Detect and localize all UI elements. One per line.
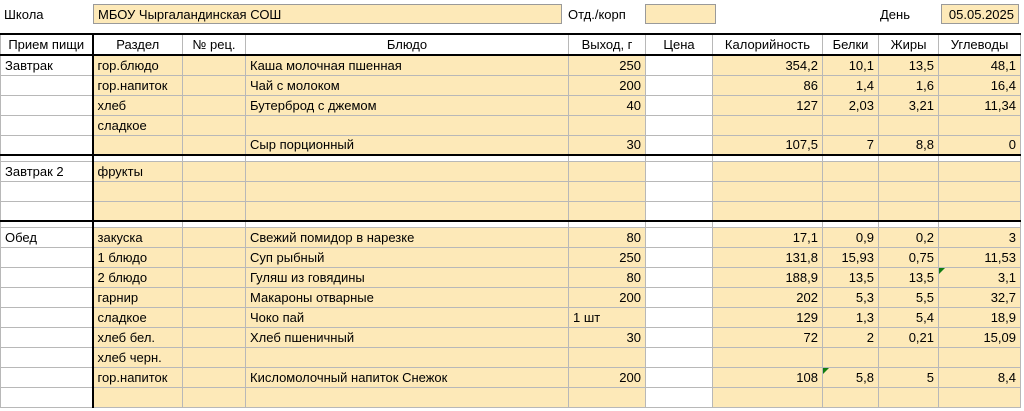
cell-dish[interactable]: Кисломолочный напиток Снежок (246, 367, 569, 387)
cell-calories[interactable]: 188,9 (713, 267, 823, 287)
cell-section[interactable]: гор.блюдо (93, 55, 183, 75)
cell-protein[interactable] (823, 201, 879, 221)
cell-section[interactable] (93, 135, 183, 155)
cell-meal[interactable] (1, 327, 93, 347)
cell-calories[interactable] (713, 161, 823, 181)
table-row (1, 227, 1021, 247)
cell-carbs[interactable]: 18,9 (939, 307, 1021, 327)
cell-carbs[interactable]: 15,09 (939, 327, 1021, 347)
table-row (1, 115, 1021, 135)
cell-section[interactable]: сладкое (93, 307, 183, 327)
cell-protein[interactable]: 0,9 (823, 227, 879, 247)
cell-protein[interactable]: 5,8 (823, 367, 879, 387)
cell-section[interactable]: гарнир (93, 287, 183, 307)
cell-price[interactable] (646, 367, 713, 387)
cell-price[interactable] (646, 227, 713, 247)
cell-section[interactable]: закуска (93, 227, 183, 247)
cell-calories[interactable] (713, 201, 823, 221)
cell-meal[interactable] (1, 347, 93, 367)
table-row (1, 55, 1021, 75)
cell-meal[interactable] (1, 95, 93, 115)
cell-calories[interactable]: 131,8 (713, 247, 823, 267)
col-yield: Выход, г (569, 34, 646, 55)
cell-calories[interactable]: 127 (713, 95, 823, 115)
cell-meal[interactable] (1, 287, 93, 307)
cell-protein[interactable]: 7 (823, 135, 879, 155)
cell-dish[interactable]: Свежий помидор в нарезке (246, 227, 569, 247)
cell-protein[interactable] (823, 387, 879, 407)
table-row (1, 95, 1021, 115)
cell-price[interactable] (646, 267, 713, 287)
cell-recipe[interactable] (183, 247, 246, 267)
cell-dish[interactable]: Чай с молоком (246, 75, 569, 95)
cell-price[interactable] (646, 387, 713, 407)
cell-price[interactable] (646, 347, 713, 367)
cell-carbs[interactable]: 0 (939, 135, 1021, 155)
cell-dish[interactable]: Бутерброд с джемом (246, 95, 569, 115)
col-carbs: Углеводы (939, 34, 1021, 55)
cell-price[interactable] (646, 181, 713, 201)
cell-yield[interactable]: 40 (569, 95, 646, 115)
column-header-row (1, 34, 1021, 55)
cell-price[interactable] (646, 75, 713, 95)
cell-yield[interactable]: 1 шт (569, 307, 646, 327)
cell-section[interactable]: гор.напиток (93, 75, 183, 95)
cell-recipe[interactable] (183, 115, 246, 135)
cell-meal[interactable] (1, 367, 93, 387)
cell-calories[interactable] (713, 387, 823, 407)
cell-recipe[interactable] (183, 95, 246, 115)
col-section: Раздел (93, 34, 183, 55)
cell-carbs[interactable]: 11,53 (939, 247, 1021, 267)
cell-meal[interactable] (1, 267, 93, 287)
col-dish: Блюдо (246, 34, 569, 55)
cell-carbs[interactable] (939, 347, 1021, 367)
cell-meal[interactable] (1, 387, 93, 407)
cell-yield[interactable] (569, 181, 646, 201)
table-row (1, 75, 1021, 95)
table-row (1, 181, 1021, 201)
cell-dish[interactable]: Макароны отварные (246, 287, 569, 307)
cell-recipe[interactable] (183, 75, 246, 95)
cell-dish[interactable]: Гуляш из говядины (246, 267, 569, 287)
cell-dish[interactable]: Хлеб пшеничный (246, 327, 569, 347)
cell-meal[interactable] (1, 75, 93, 95)
cell-meal[interactable] (1, 247, 93, 267)
cell-calories[interactable]: 108 (713, 367, 823, 387)
cell-section[interactable]: гор.напиток (93, 367, 183, 387)
cell-carbs[interactable]: 48,1 (939, 55, 1021, 75)
cell-dish[interactable] (246, 115, 569, 135)
cell-recipe[interactable] (183, 287, 246, 307)
cell-calories[interactable]: 354,2 (713, 55, 823, 75)
cell-calories[interactable]: 202 (713, 287, 823, 307)
cell-price[interactable] (646, 327, 713, 347)
cell-dish[interactable] (246, 387, 569, 407)
cell-recipe[interactable] (183, 327, 246, 347)
cell-carbs[interactable]: 32,7 (939, 287, 1021, 307)
cell-recipe[interactable] (183, 267, 246, 287)
cell-fat[interactable]: 13,5 (879, 55, 939, 75)
cell-yield[interactable]: 30 (569, 327, 646, 347)
dept-label: Отд./корп (568, 7, 626, 22)
cell-price[interactable] (646, 135, 713, 155)
cell-fat[interactable]: 5 (879, 367, 939, 387)
cell-section[interactable] (93, 387, 183, 407)
cell-price[interactable] (646, 95, 713, 115)
cell-carbs[interactable] (939, 181, 1021, 201)
cell-section[interactable]: хлеб бел. (93, 327, 183, 347)
cell-carbs[interactable] (939, 387, 1021, 407)
cell-fat[interactable]: 0,75 (879, 247, 939, 267)
school-name-cell[interactable]: МБОУ Чыргаландинская СОШ (93, 4, 562, 24)
table-row (1, 327, 1021, 347)
cell-fat[interactable]: 13,5 (879, 267, 939, 287)
cell-yield[interactable]: 200 (569, 75, 646, 95)
cell-recipe[interactable] (183, 307, 246, 327)
table-row (1, 201, 1021, 221)
cell-price[interactable] (646, 287, 713, 307)
cell-protein[interactable] (823, 181, 879, 201)
cell-calories[interactable]: 72 (713, 327, 823, 347)
dept-cell[interactable] (645, 4, 716, 24)
cell-yield[interactable] (569, 161, 646, 181)
cell-meal[interactable]: Завтрак 2 (1, 161, 93, 181)
table-row (1, 135, 1021, 155)
table-row (1, 267, 1021, 287)
cell-section[interactable]: сладкое (93, 115, 183, 135)
sheet-header (0, 0, 1024, 32)
cell-protein[interactable]: 1,4 (823, 75, 879, 95)
cell-calories[interactable]: 107,5 (713, 135, 823, 155)
cell-protein[interactable]: 5,3 (823, 287, 879, 307)
cell-yield[interactable] (569, 387, 646, 407)
cell-meal[interactable]: Завтрак (1, 55, 93, 75)
cell-calories[interactable] (713, 347, 823, 367)
day-label: День (880, 7, 910, 22)
cell-meal[interactable] (1, 181, 93, 201)
cell-calories[interactable] (713, 181, 823, 201)
cell-yield[interactable]: 250 (569, 55, 646, 75)
cell-dish[interactable] (246, 181, 569, 201)
cell-price[interactable] (646, 201, 713, 221)
cell-section[interactable]: 2 блюдо (93, 267, 183, 287)
cell-section[interactable]: хлеб (93, 95, 183, 115)
cell-meal[interactable] (1, 201, 93, 221)
col-protein: Белки (823, 34, 879, 55)
table-row (1, 307, 1021, 327)
cell-carbs[interactable] (939, 161, 1021, 181)
col-recipe: № рец. (183, 34, 246, 55)
cell-yield[interactable] (569, 115, 646, 135)
cell-yield[interactable]: 80 (569, 267, 646, 287)
cell-fat[interactable] (879, 201, 939, 221)
cell-protein[interactable]: 2,03 (823, 95, 879, 115)
cell-section[interactable]: 1 блюдо (93, 247, 183, 267)
col-meal: Прием пищи (1, 34, 93, 55)
cell-recipe[interactable] (183, 347, 246, 367)
cell-carbs[interactable]: 16,4 (939, 75, 1021, 95)
cell-recipe[interactable] (183, 201, 246, 221)
menu-table (0, 33, 1021, 408)
cell-carbs[interactable]: 3,1 (939, 267, 1021, 287)
school-label: Школа (4, 7, 44, 22)
cell-section[interactable] (93, 201, 183, 221)
cell-yield[interactable]: 200 (569, 287, 646, 307)
cell-recipe[interactable] (183, 55, 246, 75)
cell-fat[interactable]: 8,8 (879, 135, 939, 155)
cell-fat[interactable]: 0,2 (879, 227, 939, 247)
cell-price[interactable] (646, 115, 713, 135)
cell-protein[interactable]: 10,1 (823, 55, 879, 75)
cell-dish[interactable]: Каша молочная пшенная (246, 55, 569, 75)
cell-section[interactable]: хлеб черн. (93, 347, 183, 367)
cell-fat[interactable] (879, 347, 939, 367)
cell-meal[interactable] (1, 135, 93, 155)
cell-fat[interactable]: 5,5 (879, 287, 939, 307)
cell-yield[interactable]: 200 (569, 367, 646, 387)
cell-dish[interactable] (246, 347, 569, 367)
cell-price[interactable] (646, 55, 713, 75)
cell-carbs[interactable]: 11,34 (939, 95, 1021, 115)
cell-dish[interactable] (246, 161, 569, 181)
cell-fat[interactable] (879, 181, 939, 201)
cell-price[interactable] (646, 161, 713, 181)
cell-protein[interactable] (823, 347, 879, 367)
cell-yield[interactable]: 250 (569, 247, 646, 267)
cell-yield[interactable]: 30 (569, 135, 646, 155)
cell-protein[interactable] (823, 161, 879, 181)
cell-price[interactable] (646, 307, 713, 327)
cell-yield[interactable]: 80 (569, 227, 646, 247)
col-price: Цена (646, 34, 713, 55)
cell-recipe[interactable] (183, 181, 246, 201)
col-fat: Жиры (879, 34, 939, 55)
cell-yield[interactable] (569, 201, 646, 221)
table-row (1, 247, 1021, 267)
cell-carbs[interactable]: 8,4 (939, 367, 1021, 387)
cell-protein[interactable] (823, 115, 879, 135)
cell-dish[interactable] (246, 201, 569, 221)
cell-recipe[interactable] (183, 367, 246, 387)
cell-calories[interactable] (713, 115, 823, 135)
cell-dish[interactable]: Чоко пай (246, 307, 569, 327)
cell-recipe[interactable] (183, 135, 246, 155)
table-row (1, 367, 1021, 387)
cell-fat[interactable] (879, 387, 939, 407)
table-row (1, 161, 1021, 181)
cell-calories[interactable]: 86 (713, 75, 823, 95)
cell-protein[interactable]: 1,3 (823, 307, 879, 327)
cell-section[interactable] (93, 181, 183, 201)
cell-price[interactable] (646, 247, 713, 267)
cell-carbs[interactable] (939, 115, 1021, 135)
cell-fat[interactable] (879, 115, 939, 135)
cell-fat[interactable]: 0,21 (879, 327, 939, 347)
cell-meal[interactable] (1, 307, 93, 327)
cell-protein[interactable]: 13,5 (823, 267, 879, 287)
cell-fat[interactable]: 1,6 (879, 75, 939, 95)
cell-calories[interactable]: 129 (713, 307, 823, 327)
cell-carbs[interactable]: 3 (939, 227, 1021, 247)
cell-yield[interactable] (569, 347, 646, 367)
table-row (1, 347, 1021, 367)
cell-fat[interactable] (879, 161, 939, 181)
col-calories: Калорийность (713, 34, 823, 55)
table-row (1, 287, 1021, 307)
cell-dish[interactable]: Сыр порционный (246, 135, 569, 155)
cell-carbs[interactable] (939, 201, 1021, 221)
cell-section[interactable]: фрукты (93, 161, 183, 181)
cell-calories[interactable]: 17,1 (713, 227, 823, 247)
cell-protein[interactable]: 15,93 (823, 247, 879, 267)
table-row (1, 387, 1021, 407)
cell-meal[interactable] (1, 115, 93, 135)
cell-recipe[interactable] (183, 387, 246, 407)
cell-recipe[interactable] (183, 161, 246, 181)
cell-dish[interactable]: Суп рыбный (246, 247, 569, 267)
day-cell[interactable]: 05.05.2025 (941, 4, 1019, 24)
cell-fat[interactable]: 5,4 (879, 307, 939, 327)
cell-recipe[interactable] (183, 227, 246, 247)
cell-fat[interactable]: 3,21 (879, 95, 939, 115)
cell-meal[interactable]: Обед (1, 227, 93, 247)
cell-protein[interactable]: 2 (823, 327, 879, 347)
